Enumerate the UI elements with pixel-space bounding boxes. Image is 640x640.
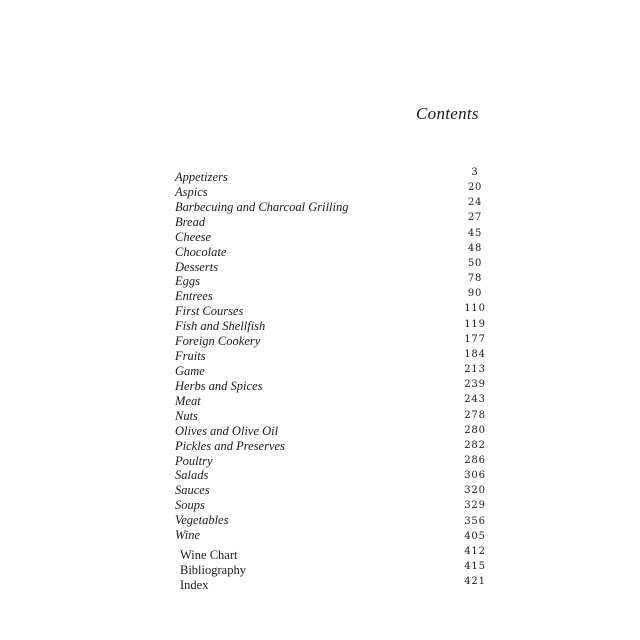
page-number: 405 xyxy=(464,530,486,542)
chapter-title-list xyxy=(175,170,425,543)
page-number: 282 xyxy=(464,439,486,451)
page-number: 78 xyxy=(467,273,483,285)
chapter-title: Desserts xyxy=(175,259,219,274)
page-number-column xyxy=(455,165,495,589)
chapter-title: Aspics xyxy=(175,184,208,199)
chapter-title: Fish and Shellfish xyxy=(175,319,266,334)
chapter-title: Meat xyxy=(175,393,201,408)
page-number: 306 xyxy=(464,470,486,482)
chapter-title: Cheese xyxy=(175,229,212,244)
chapter-title: Herbs and Spices xyxy=(175,378,263,393)
chapter-title: Game xyxy=(175,363,205,378)
back-matter-title: Bibliography xyxy=(180,563,246,578)
page-number: 412 xyxy=(464,545,486,557)
chapter-title: Salads xyxy=(175,468,209,483)
chapter-title: Entrees xyxy=(175,289,213,304)
page-number: 177 xyxy=(464,333,486,345)
page-number: 286 xyxy=(464,454,486,466)
back-matter-title: Index xyxy=(180,578,209,593)
page-number: 356 xyxy=(464,515,486,527)
page-number: 3 xyxy=(471,167,479,178)
chapter-title: First Courses xyxy=(175,304,244,319)
chapter-title: Nuts xyxy=(175,408,198,423)
page-number: 329 xyxy=(464,500,486,512)
chapter-title: Sauces xyxy=(175,483,210,498)
chapter-title: Soups xyxy=(175,498,205,513)
page-number: 20 xyxy=(467,182,483,194)
page-number: 320 xyxy=(464,485,486,497)
page-number: 45 xyxy=(467,227,483,239)
chapter-title: Eggs xyxy=(175,274,200,289)
page-title: Contents xyxy=(416,104,479,123)
page-number: 415 xyxy=(464,561,486,573)
page-number: 50 xyxy=(467,257,483,269)
chapter-title: Appetizers xyxy=(175,170,228,184)
chapter-title: Bread xyxy=(175,214,206,229)
page-number: 48 xyxy=(467,242,483,254)
page-number: 24 xyxy=(467,197,483,209)
page-number: 243 xyxy=(464,394,486,406)
page-number: 110 xyxy=(464,303,486,315)
page-number: 90 xyxy=(467,288,483,300)
chapter-title: Vegetables xyxy=(175,513,229,528)
page-number: 239 xyxy=(464,379,486,391)
chapter-title: Chocolate xyxy=(175,244,227,259)
page-number: 27 xyxy=(467,212,483,224)
chapter-title: Fruits xyxy=(175,349,206,364)
page-number: 184 xyxy=(464,348,486,360)
page-number: 280 xyxy=(464,424,486,436)
page-number: 119 xyxy=(464,318,486,330)
chapter-title: Pickles and Preserves xyxy=(175,438,285,453)
back-matter-list xyxy=(180,548,430,593)
chapter-title: Foreign Cookery xyxy=(175,334,261,349)
page-number: 278 xyxy=(464,409,486,421)
chapter-title: Olives and Olive Oil xyxy=(175,423,279,438)
page-number: 421 xyxy=(464,576,486,588)
chapter-title: Wine xyxy=(175,528,200,543)
page-number: 213 xyxy=(464,364,486,376)
chapter-title: Poultry xyxy=(175,453,213,468)
back-matter-title: Wine Chart xyxy=(180,548,238,562)
chapter-title: Barbecuing and Charcoal Grilling xyxy=(175,199,349,214)
